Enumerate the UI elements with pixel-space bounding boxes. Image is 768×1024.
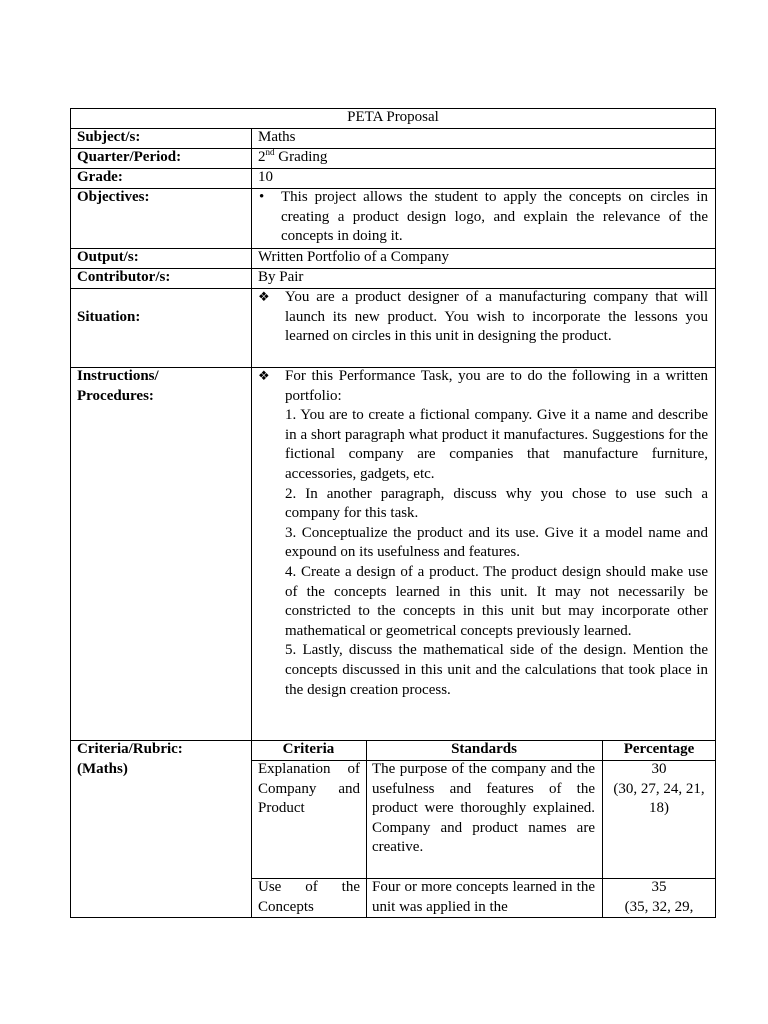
instruction-step: 2. In another paragraph, discuss why you chose to use such a company for this task. [285, 485, 708, 522]
rubric-percentage-main: 30 [651, 761, 667, 777]
rubric-header-criteria: Criteria [282, 741, 335, 757]
rubric-header-percentage: Percentage [623, 741, 695, 757]
objectives-text: This project allows the student to apply the concepts on circles in creating a product design logo, and explain the relevance of the concepts in doing it. [281, 189, 708, 245]
quarter-value [258, 148, 327, 168]
situation-text: You are a product designer of a manufacturing company that will launch its new product. You wish to incorporate the lessons you learned on circles in this unit in designing the product. [285, 289, 708, 345]
rubric-criteria-cell: Explanation of Company and Product [258, 761, 360, 817]
instructions-text [285, 367, 708, 700]
objectives-bullet: • [259, 189, 265, 205]
table-rule [70, 128, 716, 129]
table-rule [70, 168, 716, 169]
rubric-percentage-main: 35 [651, 879, 667, 895]
instruction-step: 3. Conceptualize the product and its use. Give it a model name and expound on its usefulness and features. [285, 524, 708, 561]
table-rule [366, 740, 367, 918]
instructions-intro: For this Performance Task, you are to do the following in a written portfolio: [285, 368, 708, 404]
grade-value: 10 [258, 169, 273, 185]
output-label: Output/s: [77, 249, 139, 265]
instructions-label [77, 367, 159, 406]
table-rule [70, 108, 71, 918]
page-title: PETA Proposal [347, 109, 439, 125]
peta-proposal-table [70, 108, 716, 918]
rubric-standards-cell: Four or more concepts learned in the unit was applied in the [372, 879, 595, 915]
diamond-bullet-icon: ❖ [258, 369, 270, 384]
rubric-standards-cell: The purpose of the company and the usefulness and features of the product were thoroughly explained. Company and product names are creative. [372, 761, 595, 856]
situation-label: Situation: [77, 309, 141, 325]
diamond-bullet-icon: ❖ [258, 290, 270, 305]
subject-label: Subject/s: [77, 129, 141, 145]
instructions-label-line1: Instructions/ [77, 368, 159, 384]
rubric-percentage-breakdown: (30, 27, 24, 21, 18) [613, 780, 705, 817]
criteria-label [77, 740, 183, 779]
instruction-step: 1. You are to create a fictional company. Give it a name and describe in a short paragraph what product it manufactures. Suggestions for the fictional company are companies that manufacture furniture, accessories, gadgets, etc. [285, 407, 708, 482]
quarter-number: 2 [258, 149, 266, 165]
rubric-header-standards: Standards [451, 741, 517, 757]
rubric-criteria-cell: Use of the Concepts [258, 879, 360, 915]
table-rule [715, 108, 716, 918]
quarter-suffix: Grading [274, 149, 328, 165]
table-rule [251, 128, 252, 918]
instruction-step: 4. Create a design of a product. The product design should make use of the concepts learned in this unit. It may not necessarily be constricted to the concepts in this unit but may incorporate other mathematical or geometrical concepts previously learned. [285, 563, 708, 639]
rubric-percentage-cell [608, 760, 710, 819]
table-rule [602, 740, 603, 918]
quarter-label: Quarter/Period: [77, 149, 182, 165]
output-value: Written Portfolio of a Company [258, 249, 450, 265]
rubric-percentage-breakdown: (35, 32, 29, [624, 898, 694, 915]
criteria-label-line1: Criteria/Rubric: [77, 741, 183, 757]
contributor-label: Contributor/s: [77, 269, 171, 285]
quarter-ordinal: nd [265, 147, 275, 157]
criteria-label-line2: (Maths) [77, 760, 128, 777]
rubric-percentage-cell [608, 878, 710, 917]
instructions-label-line2: Procedures: [77, 387, 154, 404]
grade-label: Grade: [77, 169, 123, 185]
instruction-step: 5. Lastly, discuss the mathematical side of the design. Mention the concepts discussed in this unit and the calculations that took place in the design creation process. [285, 642, 708, 698]
contributor-value: By Pair [258, 269, 304, 285]
subject-value: Maths [258, 129, 296, 145]
objectives-label: Objectives: [77, 189, 150, 205]
